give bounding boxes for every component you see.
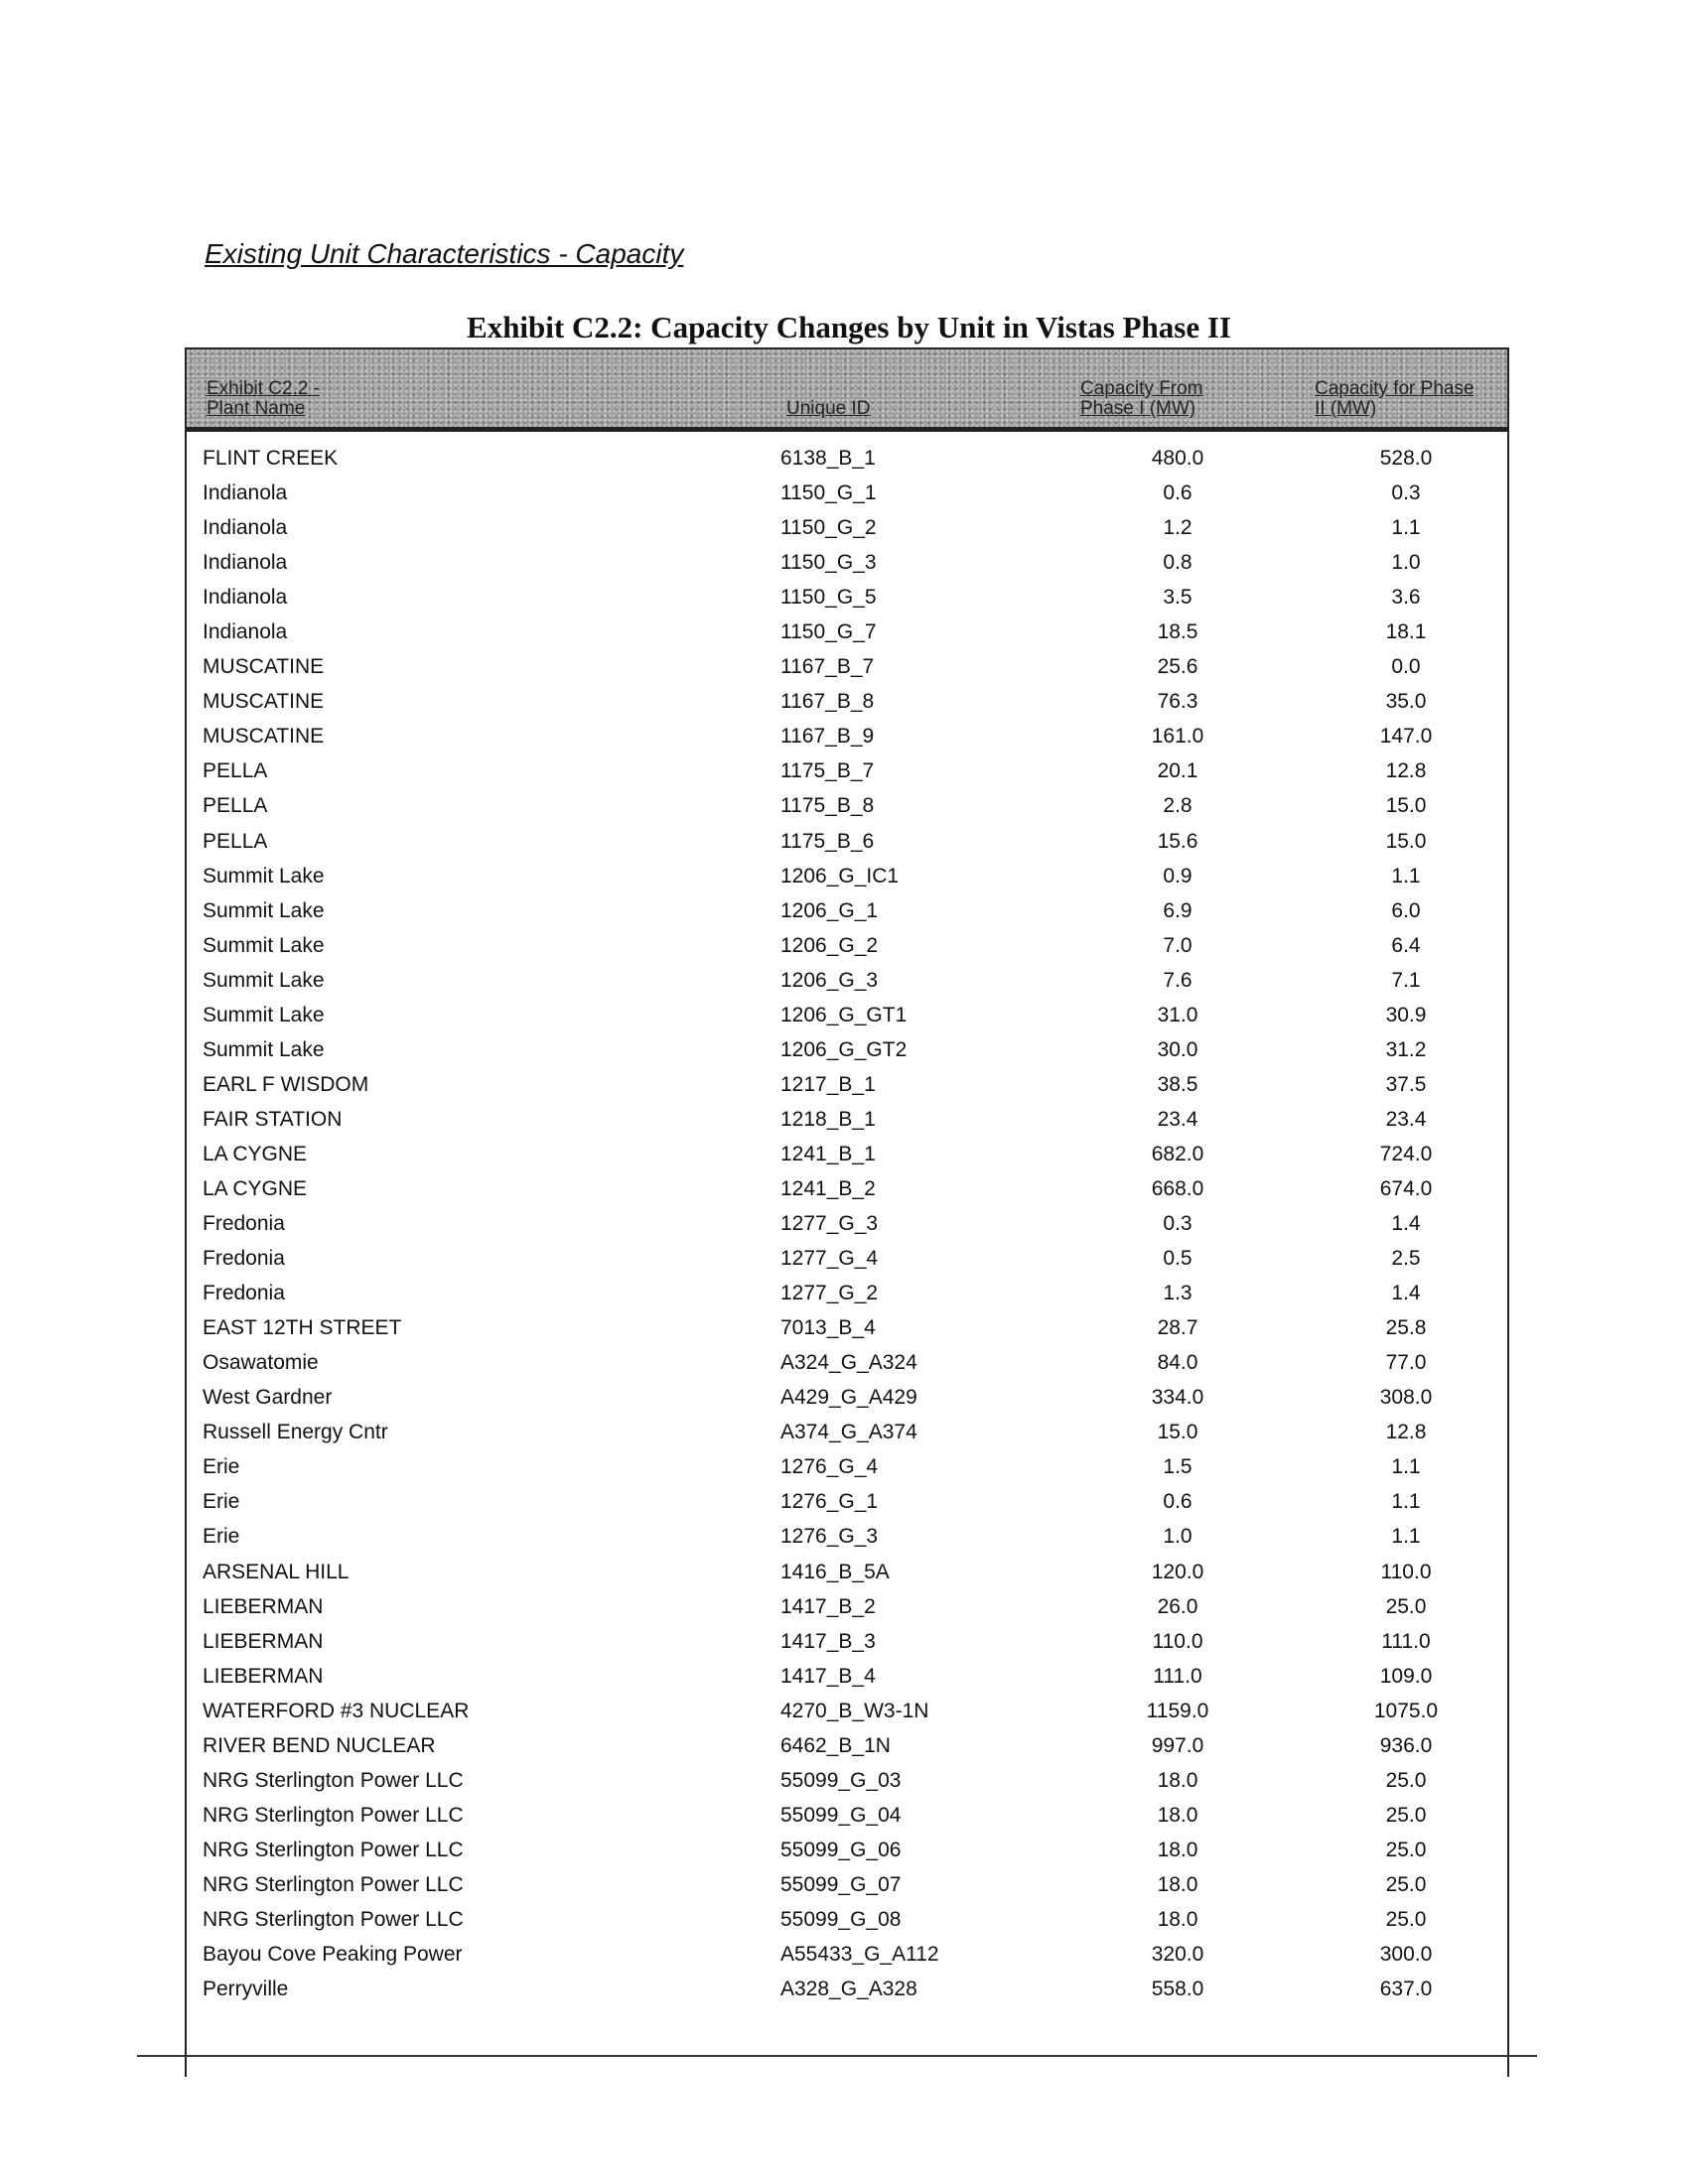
table-row	[185, 1310, 1509, 1345]
cell-plant-name: Indianola	[203, 551, 288, 575]
cell-capacity-phase1: 6.9	[1163, 898, 1193, 922]
table-body	[185, 441, 1509, 2006]
cell-capacity-phase2: 25.0	[1385, 1594, 1427, 1618]
cell-plant-name: WATERFORD #3 NUCLEAR	[203, 1699, 470, 1722]
cell-capacity-phase2: 111.0	[1381, 1629, 1431, 1653]
table-row	[185, 719, 1509, 753]
cell-capacity-phase2: 15.0	[1385, 794, 1427, 818]
table-row	[185, 1519, 1509, 1554]
cell-capacity-phase2: 25.0	[1385, 1803, 1427, 1827]
table-row	[185, 1555, 1509, 1589]
footer-divider	[137, 2055, 1537, 2057]
table-row	[185, 441, 1509, 476]
header-capacity-phase2: Capacity for Phase II (MW)	[1315, 378, 1474, 419]
cell-capacity-phase1: 110.0	[1152, 1629, 1203, 1653]
cell-unique-id: 6138_B_1	[780, 447, 876, 470]
cell-capacity-phase1: 0.6	[1163, 481, 1193, 505]
header-plant-name: Exhibit C2.2 - Plant Name	[207, 378, 321, 419]
cell-capacity-phase2: 2.5	[1391, 1247, 1421, 1271]
table-row	[185, 1484, 1509, 1519]
table-row	[185, 893, 1509, 928]
table-row	[185, 649, 1509, 684]
cell-capacity-phase1: 18.0	[1157, 1872, 1198, 1896]
cell-unique-id: 1206_G_3	[780, 968, 879, 992]
cell-plant-name: Erie	[203, 1455, 240, 1479]
table-row	[185, 1867, 1509, 1902]
cell-plant-name: EAST 12TH STREET	[203, 1316, 402, 1340]
cell-capacity-phase1: 682.0	[1151, 1142, 1204, 1165]
cell-capacity-phase1: 18.0	[1157, 1803, 1198, 1827]
cell-capacity-phase1: 111.0	[1153, 1664, 1202, 1688]
cell-capacity-phase1: 1159.0	[1146, 1699, 1209, 1722]
cell-unique-id: 4270_B_W3-1N	[780, 1699, 929, 1722]
table-row	[185, 1137, 1509, 1171]
cell-unique-id: 55099_G_06	[780, 1838, 902, 1861]
cell-plant-name: RIVER BEND NUCLEAR	[203, 1733, 436, 1757]
cell-capacity-phase1: 2.8	[1163, 794, 1193, 818]
cell-unique-id: 1175_B_6	[780, 829, 875, 853]
cell-unique-id: 1150_G_3	[780, 551, 877, 575]
table-row	[185, 998, 1509, 1032]
cell-capacity-phase1: 1.5	[1163, 1455, 1193, 1479]
cell-plant-name: Summit Lake	[203, 968, 325, 992]
cell-plant-name: Osawatomie	[203, 1351, 319, 1375]
cell-capacity-phase1: 558.0	[1151, 1978, 1204, 2001]
table-row	[185, 1624, 1509, 1659]
cell-unique-id: 6462_B_1N	[780, 1733, 891, 1757]
cell-unique-id: 1276_G_1	[780, 1490, 879, 1514]
cell-plant-name: PELLA	[203, 794, 268, 818]
cell-capacity-phase2: 109.0	[1379, 1664, 1433, 1688]
cell-plant-name: Indianola	[203, 516, 288, 540]
table-row	[185, 1728, 1509, 1763]
cell-plant-name: Summit Lake	[203, 864, 325, 887]
cell-capacity-phase1: 18.0	[1157, 1838, 1198, 1861]
cell-plant-name: Summit Lake	[203, 898, 325, 922]
cell-unique-id: 1175_B_7	[780, 759, 875, 783]
cell-capacity-phase2: 6.4	[1391, 933, 1421, 957]
cell-capacity-phase2: 12.8	[1385, 1421, 1427, 1444]
cell-unique-id: 1175_B_8	[780, 794, 875, 818]
table-row	[185, 1659, 1509, 1694]
cell-capacity-phase1: 120.0	[1151, 1560, 1204, 1583]
cell-unique-id: A324_G_A324	[780, 1351, 917, 1375]
cell-capacity-phase1: 668.0	[1151, 1176, 1204, 1200]
cell-unique-id: 1416_B_5A	[780, 1560, 890, 1583]
cell-plant-name: FAIR STATION	[203, 1107, 343, 1131]
cell-capacity-phase1: 3.5	[1163, 586, 1193, 610]
cell-plant-name: Fredonia	[203, 1212, 285, 1236]
table-row	[185, 963, 1509, 998]
cell-capacity-phase2: 30.9	[1385, 1003, 1427, 1026]
cell-capacity-phase2: 23.4	[1385, 1107, 1427, 1131]
cell-capacity-phase1: 0.6	[1163, 1490, 1193, 1514]
cell-capacity-phase2: 1.0	[1391, 551, 1421, 575]
cell-capacity-phase1: 30.0	[1157, 1037, 1198, 1061]
table-row	[185, 1276, 1509, 1310]
cell-capacity-phase1: 25.6	[1157, 655, 1198, 679]
cell-capacity-phase2: 3.6	[1391, 586, 1421, 610]
table-row	[185, 614, 1509, 649]
table-row	[185, 1972, 1509, 2006]
cell-unique-id: 1276_G_3	[780, 1525, 879, 1549]
cell-plant-name: Perryville	[203, 1978, 289, 2001]
cell-plant-name: Erie	[203, 1525, 240, 1549]
table-row	[185, 859, 1509, 893]
cell-plant-name: MUSCATINE	[203, 725, 325, 749]
cell-capacity-phase2: 1.4	[1391, 1282, 1421, 1305]
table-row	[185, 1798, 1509, 1833]
cell-capacity-phase2: 724.0	[1379, 1142, 1433, 1165]
table-row	[185, 753, 1509, 788]
table-row	[185, 1206, 1509, 1241]
cell-capacity-phase1: 15.6	[1157, 829, 1198, 853]
table-row	[185, 476, 1509, 510]
cell-plant-name: LA CYGNE	[203, 1176, 308, 1200]
cell-capacity-phase1: 0.5	[1163, 1247, 1193, 1271]
cell-unique-id: 1241_B_1	[780, 1142, 876, 1165]
cell-unique-id: 55099_G_03	[780, 1768, 902, 1792]
cell-plant-name: Fredonia	[203, 1282, 285, 1305]
cell-plant-name: PELLA	[203, 829, 268, 853]
cell-plant-name: Indianola	[203, 620, 288, 644]
cell-unique-id: A328_G_A328	[780, 1978, 917, 2001]
cell-plant-name: NRG Sterlington Power LLC	[203, 1803, 464, 1827]
cell-capacity-phase2: 7.1	[1391, 968, 1421, 992]
cell-capacity-phase1: 480.0	[1151, 447, 1204, 470]
cell-unique-id: A55433_G_A112	[780, 1943, 939, 1967]
cell-capacity-phase1: 334.0	[1151, 1386, 1204, 1410]
cell-unique-id: 1417_B_3	[780, 1629, 876, 1653]
cell-capacity-phase1: 18.0	[1157, 1907, 1198, 1931]
cell-capacity-phase2: 25.8	[1385, 1316, 1427, 1340]
table-row	[185, 1345, 1509, 1380]
cell-capacity-phase2: 637.0	[1379, 1978, 1433, 2001]
table-row	[185, 1449, 1509, 1484]
cell-plant-name: LA CYGNE	[203, 1142, 308, 1165]
cell-capacity-phase1: 997.0	[1151, 1733, 1204, 1757]
cell-unique-id: 55099_G_08	[780, 1907, 902, 1931]
cell-capacity-phase1: 23.4	[1157, 1107, 1198, 1131]
cell-plant-name: NRG Sterlington Power LLC	[203, 1838, 464, 1861]
cell-capacity-phase2: 31.2	[1385, 1037, 1427, 1061]
cell-capacity-phase2: 1075.0	[1373, 1699, 1439, 1722]
cell-capacity-phase2: 12.8	[1385, 759, 1427, 783]
cell-capacity-phase2: 110.0	[1380, 1560, 1432, 1583]
cell-capacity-phase1: 7.6	[1163, 968, 1193, 992]
table-row	[185, 1032, 1509, 1067]
cell-unique-id: 1150_G_7	[780, 620, 877, 644]
cell-plant-name: Summit Lake	[203, 1003, 325, 1026]
cell-capacity-phase2: 6.0	[1391, 898, 1421, 922]
cell-capacity-phase1: 26.0	[1157, 1594, 1198, 1618]
cell-plant-name: MUSCATINE	[203, 690, 325, 714]
table-row	[185, 1102, 1509, 1137]
cell-capacity-phase1: 1.2	[1163, 516, 1193, 540]
cell-plant-name: Indianola	[203, 586, 288, 610]
table-row	[185, 1937, 1509, 1972]
cell-capacity-phase2: 1.1	[1391, 864, 1421, 887]
table-row	[185, 1763, 1509, 1798]
cell-capacity-phase2: 1.1	[1391, 1490, 1421, 1514]
cell-unique-id: 1218_B_1	[780, 1107, 876, 1131]
table-row	[185, 928, 1509, 963]
cell-capacity-phase1: 18.5	[1157, 620, 1198, 644]
cell-plant-name: Summit Lake	[203, 1037, 325, 1061]
table-header	[185, 347, 1509, 429]
table-row	[185, 1833, 1509, 1867]
cell-unique-id: 1277_G_4	[780, 1247, 879, 1271]
exhibit-title: Exhibit C2.2: Capacity Changes by Unit in Vistas Phase II	[467, 310, 1231, 344]
cell-capacity-phase1: 20.1	[1157, 759, 1198, 783]
cell-unique-id: 1150_G_2	[780, 516, 877, 540]
cell-capacity-phase1: 84.0	[1157, 1351, 1198, 1375]
cell-unique-id: 1150_G_5	[780, 586, 877, 610]
cell-capacity-phase1: 0.3	[1163, 1212, 1193, 1236]
cell-capacity-phase1: 76.3	[1157, 690, 1198, 714]
table-row	[185, 1067, 1509, 1102]
table-row	[185, 1589, 1509, 1624]
cell-capacity-phase2: 35.0	[1385, 690, 1427, 714]
cell-unique-id: 1167_B_8	[780, 690, 875, 714]
cell-capacity-phase2: 308.0	[1379, 1386, 1433, 1410]
cell-unique-id: 1206_G_GT1	[780, 1003, 908, 1026]
table-row	[185, 684, 1509, 719]
cell-capacity-phase2: 528.0	[1379, 447, 1433, 470]
cell-plant-name: NRG Sterlington Power LLC	[203, 1872, 464, 1896]
cell-plant-name: Russell Energy Cntr	[203, 1421, 388, 1444]
cell-plant-name: FLINT CREEK	[203, 447, 339, 470]
cell-capacity-phase1: 0.8	[1163, 551, 1193, 575]
cell-capacity-phase1: 1.0	[1163, 1525, 1193, 1549]
cell-unique-id: A429_G_A429	[780, 1386, 917, 1410]
cell-unique-id: 1277_G_2	[780, 1282, 879, 1305]
cell-plant-name: NRG Sterlington Power LLC	[203, 1907, 464, 1931]
cell-capacity-phase2: 1.1	[1391, 1455, 1421, 1479]
capacity-table	[185, 347, 1509, 2075]
cell-capacity-phase2: 25.0	[1385, 1838, 1427, 1861]
cell-unique-id: 1167_B_7	[780, 655, 875, 679]
cell-plant-name: LIEBERMAN	[203, 1664, 324, 1688]
cell-capacity-phase2: 674.0	[1379, 1176, 1433, 1200]
cell-unique-id: 1206_G_1	[780, 898, 879, 922]
cell-capacity-phase2: 77.0	[1385, 1351, 1427, 1375]
cell-plant-name: PELLA	[203, 759, 268, 783]
table-row	[185, 1241, 1509, 1276]
cell-unique-id: 1277_G_3	[780, 1212, 879, 1236]
cell-capacity-phase1: 320.0	[1151, 1943, 1204, 1967]
table-row	[185, 1902, 1509, 1937]
cell-capacity-phase1: 15.0	[1157, 1421, 1198, 1444]
cell-plant-name: West Gardner	[203, 1386, 333, 1410]
cell-capacity-phase2: 25.0	[1385, 1907, 1427, 1931]
table-row	[185, 510, 1509, 545]
table-row	[185, 1694, 1509, 1728]
cell-unique-id: 55099_G_04	[780, 1803, 902, 1827]
table-row	[185, 1380, 1509, 1415]
cell-capacity-phase2: 936.0	[1379, 1733, 1433, 1757]
table-row	[185, 545, 1509, 580]
cell-plant-name: Summit Lake	[203, 933, 325, 957]
table-row	[185, 788, 1509, 823]
cell-plant-name: LIEBERMAN	[203, 1594, 324, 1618]
cell-capacity-phase2: 25.0	[1385, 1768, 1427, 1792]
cell-capacity-phase2: 147.0	[1379, 725, 1433, 749]
cell-unique-id: A374_G_A374	[780, 1421, 917, 1444]
table-row	[185, 824, 1509, 859]
cell-capacity-phase2: 1.4	[1391, 1212, 1421, 1236]
cell-plant-name: EARL F WISDOM	[203, 1072, 369, 1096]
cell-unique-id: 1206_G_IC1	[780, 864, 900, 887]
cell-unique-id: 1150_G_1	[780, 481, 877, 505]
cell-capacity-phase2: 0.0	[1391, 655, 1421, 679]
cell-capacity-phase1: 0.9	[1163, 864, 1193, 887]
cell-unique-id: 1276_G_4	[780, 1455, 879, 1479]
cell-capacity-phase2: 37.5	[1385, 1072, 1427, 1096]
cell-unique-id: 1417_B_4	[780, 1664, 876, 1688]
cell-capacity-phase2: 25.0	[1385, 1872, 1427, 1896]
cell-capacity-phase2: 15.0	[1385, 829, 1427, 853]
cell-capacity-phase1: 28.7	[1157, 1316, 1198, 1340]
cell-plant-name: NRG Sterlington Power LLC	[203, 1768, 464, 1792]
table-row	[185, 580, 1509, 614]
cell-unique-id: 1417_B_2	[780, 1594, 876, 1618]
cell-plant-name: Fredonia	[203, 1247, 285, 1271]
section-title: Existing Unit Characteristics - Capacity	[205, 238, 684, 269]
cell-capacity-phase1: 1.3	[1163, 1282, 1193, 1305]
cell-capacity-phase2: 0.3	[1391, 481, 1421, 505]
cell-plant-name: Erie	[203, 1490, 240, 1514]
cell-unique-id: 1206_G_GT2	[780, 1037, 908, 1061]
header-capacity-phase1: Capacity From Phase I (MW)	[1080, 378, 1203, 419]
table-row	[185, 1171, 1509, 1206]
cell-unique-id: 1167_B_9	[780, 725, 875, 749]
cell-unique-id: 55099_G_07	[780, 1872, 902, 1896]
cell-capacity-phase1: 7.0	[1163, 933, 1193, 957]
table-row	[185, 1415, 1509, 1449]
header-unique-id: Unique ID	[786, 398, 871, 419]
header-divider	[185, 429, 1509, 432]
cell-capacity-phase2: 300.0	[1379, 1943, 1433, 1967]
cell-unique-id: 1241_B_2	[780, 1176, 876, 1200]
cell-capacity-phase1: 38.5	[1157, 1072, 1198, 1096]
cell-plant-name: Indianola	[203, 481, 288, 505]
cell-unique-id: 1206_G_2	[780, 933, 879, 957]
cell-capacity-phase1: 31.0	[1157, 1003, 1198, 1026]
cell-capacity-phase1: 161.0	[1151, 725, 1204, 749]
cell-capacity-phase2: 18.1	[1385, 620, 1427, 644]
cell-unique-id: 7013_B_4	[780, 1316, 876, 1340]
cell-capacity-phase2: 1.1	[1391, 1525, 1421, 1549]
cell-capacity-phase2: 1.1	[1391, 516, 1421, 540]
cell-unique-id: 1217_B_1	[780, 1072, 876, 1096]
cell-plant-name: Bayou Cove Peaking Power	[203, 1943, 463, 1967]
cell-capacity-phase1: 18.0	[1157, 1768, 1198, 1792]
cell-plant-name: ARSENAL HILL	[203, 1560, 350, 1583]
cell-plant-name: MUSCATINE	[203, 655, 325, 679]
cell-plant-name: LIEBERMAN	[203, 1629, 324, 1653]
